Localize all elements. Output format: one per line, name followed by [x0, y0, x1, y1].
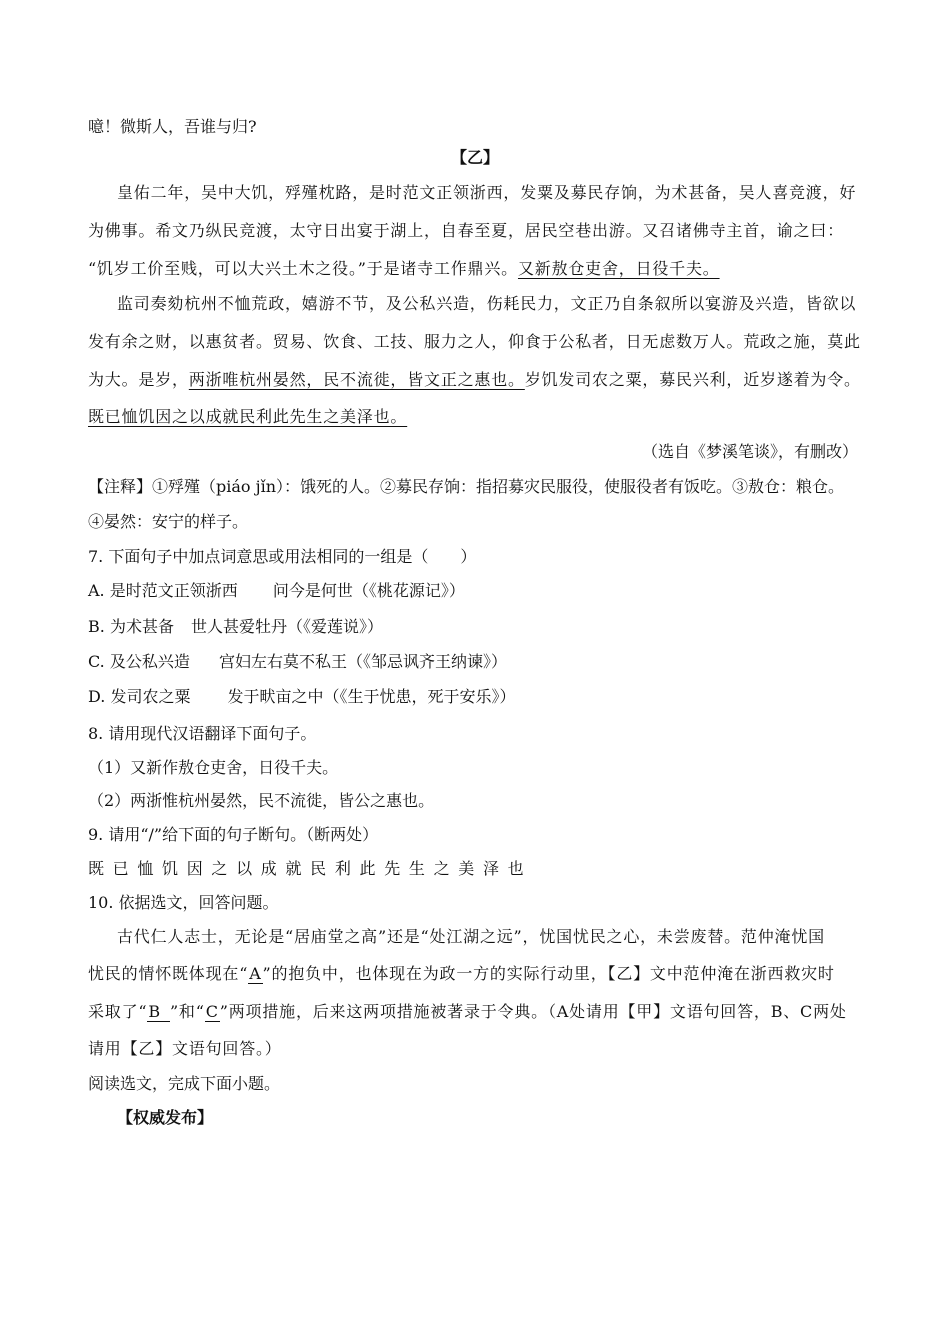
para1-line1: 皇佑二年，吴中大饥，殍殣枕路，是时范文正领浙西，发粟及募民存饷，为术甚备，吴人喜竞渡，好 — [117, 183, 857, 202]
option-phrase-1: 为术甚备 — [109, 617, 174, 636]
para1-line2: 为佛事。希文乃纵民竞渡，太守日出宴于湖上，自春至夏，居民空巷出游。又召诸佛寺主首，谕之曰： — [88, 221, 845, 240]
para1-line3-text: “饥岁工价至贱，可以大兴土木之役。”于是诸寺工作鼎兴。 — [88, 259, 518, 278]
q10-para-line3 — [88, 1000, 847, 1024]
notes-line2: ④晏然：安宁的样子。 — [88, 512, 249, 531]
para2-line4 — [88, 405, 407, 429]
notes-line1: 【注释】①殍殣（piáo jǐn）：饿死的人。②募民存饷：指招募灾民服役，使服役者有饭吃。③敖仓：粮仓。 — [88, 477, 845, 496]
blank-b: B — [147, 1002, 170, 1022]
para2-line2: 发有余之财，以惠贫者。贸易、饮食、工技、服力之人，仰食于公私者，日无虑数万人。荒政之施，莫此 — [88, 332, 861, 351]
option-phrase-2: 世人甚爱牡丹（《爱莲说》） — [191, 617, 384, 636]
option-phrase-1: 是时范文正领浙西 — [109, 581, 238, 600]
q10-line2-text-b: ”的抱负中，也体现在为政一方的实际行动里，【乙】文中范仲淹在浙西救灾时 — [262, 964, 835, 983]
blank-c: C — [205, 1002, 219, 1021]
option-label: D. — [88, 687, 106, 706]
option-label: A. — [88, 581, 105, 600]
passage-heading: 【乙】 — [450, 148, 499, 167]
q10-line3-text-b: ”和“ — [169, 1002, 205, 1021]
q10-stem: 10. 依据选文，回答问题。 — [88, 893, 279, 912]
q8-item-2: （2）两浙惟杭州晏然，民不流徙，皆公之惠也。 — [88, 791, 435, 810]
q10-para-line4: 请用【乙】文语句回答。） — [88, 1039, 282, 1058]
para2-line3-after: 岁饥发司农之粟，募民兴利，近岁遂着为令。 — [524, 370, 861, 389]
para1-underlined-sentence: 又新敖仓吏舍，日役千夫。 — [517, 259, 720, 278]
q7-option-a — [88, 579, 465, 603]
closing-line: 噫！微斯人，吾谁与归? — [88, 117, 257, 136]
para2-underlined-last-sentence: 既已恤饥因之以成就民利此先生之美泽也。 — [88, 407, 408, 426]
option-phrase-2: 发于畎亩之中（《生于忧患，死于安乐》） — [227, 687, 516, 706]
q8-item-1: （1）又新作敖仓吏舍，日役千夫。 — [88, 758, 339, 777]
option-phrase-2: 问今是何世（《桃花源记》） — [272, 581, 465, 600]
q10-para-line1: 古代仁人志士，无论是“居庙堂之高”还是“处江湖之远”，忧国忧民之心，未尝废替。范仲淹忧国 — [117, 927, 825, 946]
para2-underlined-sentence: 两浙唯杭州晏然，民不流徙，皆文正之惠也。 — [188, 370, 525, 389]
option-phrase-2: 宫妇左右莫不私王（《邹忌讽齐王纳谏》） — [218, 652, 507, 671]
q10-line3-text-a: 采取了“ — [88, 1002, 148, 1021]
q10-line2-text-a: 忧民的情怀既体现在“ — [88, 964, 249, 983]
para2-line3-before: 为大。是岁， — [88, 370, 189, 389]
option-phrase-1: 发司农之粟 — [110, 687, 191, 706]
option-phrase-1: 及公私兴造 — [109, 652, 190, 671]
q7-option-b — [88, 615, 383, 639]
blank-a: A — [249, 964, 262, 983]
q9-stem: 9. 请用“/”给下面的句子断句。（断两处） — [88, 825, 379, 844]
section-label: 【权威发布】 — [117, 1108, 214, 1127]
option-label: C. — [88, 652, 105, 671]
q10-line3-text-c: ”两项措施，后来这两项措施被著录于令典。（A处请用【甲】文语句回答，B、C两处 — [219, 1002, 847, 1021]
source-citation: （选自《梦溪笔谈》，有删改） — [641, 442, 858, 461]
q7-option-d — [88, 685, 516, 709]
q10-para-line2 — [88, 962, 835, 986]
para2-line1: 监司奏劾杭州不恤荒政，嬉游不节，及公私兴造，伤耗民力，文正乃自条叙所以宴游及兴造，皆欲以 — [117, 294, 857, 313]
q9-sentence: 既 已 恤 饥 因 之 以 成 就 民 利 此 先 生 之 美 泽 也 — [88, 859, 526, 878]
q7-stem: 7. 下面句子中加点词意思或用法相同的一组是（ ） — [88, 547, 477, 566]
q8-stem: 8. 请用现代汉语翻译下面句子。 — [88, 724, 317, 743]
para2-line3 — [88, 368, 861, 392]
q7-option-c — [88, 650, 507, 674]
option-label: B. — [88, 617, 105, 636]
reading-instruction: 阅读选文，完成下面小题。 — [88, 1074, 281, 1093]
para1-line3 — [88, 257, 720, 281]
